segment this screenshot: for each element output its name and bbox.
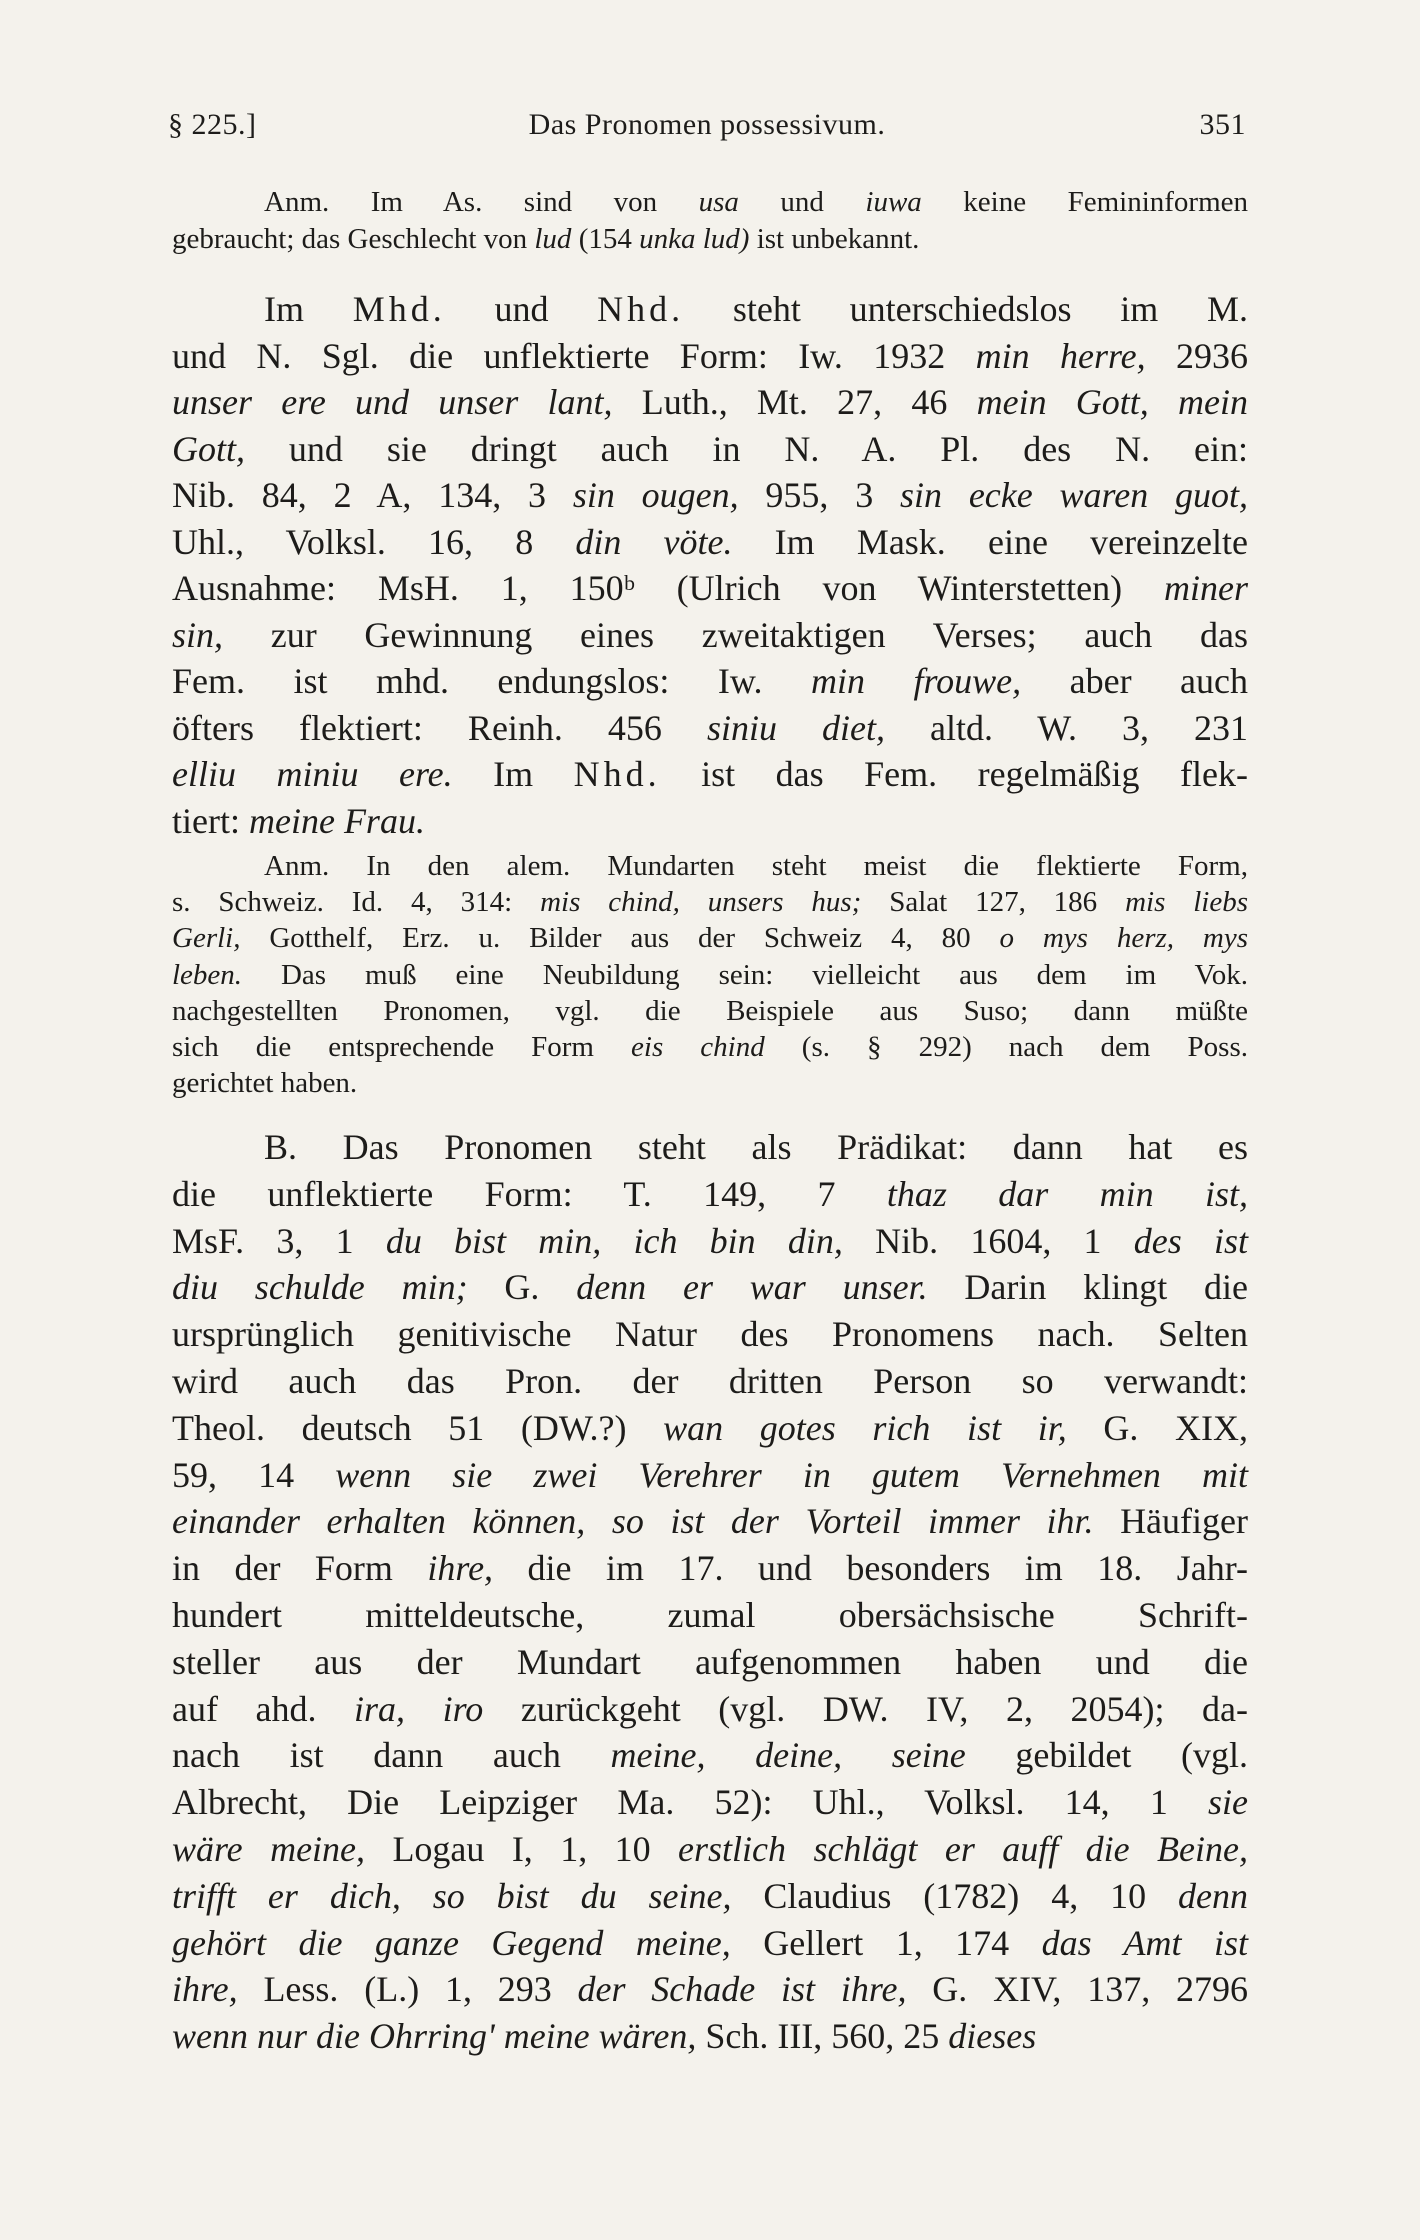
text-line: [172, 751, 1248, 798]
text-segment: Anm. Im As. sind von: [264, 186, 699, 218]
text-segment: und: [738, 186, 866, 218]
text-segment: und: [445, 289, 598, 329]
italic-segment: erstlich schlägt er auff die Beine,: [678, 1828, 1248, 1869]
text-segment: steller aus der Mundart aufgenommen haben und die: [172, 1641, 1248, 1682]
text-segment: gebraucht; das Geschlecht von: [172, 223, 535, 255]
text-segment: zur Gewinnung eines zweitaktigen Verses; auch das: [223, 614, 1248, 655]
text-line: [172, 1124, 1248, 1171]
text-line: [172, 848, 1248, 884]
text-segment: Sch. III, 560, 25: [696, 2016, 949, 2057]
text-segment: Anm. In den alem. Mundarten steht meist die flektierte Form,: [264, 850, 1248, 882]
italic-segment: miner: [1164, 568, 1248, 608]
paragraph-2: [172, 1124, 1248, 2060]
text-segment: steht unterschiedslos im M.: [684, 289, 1249, 329]
text-segment: sich die entsprechende Form: [172, 1031, 632, 1064]
italic-segment: min frouwe,: [811, 661, 1022, 701]
annotation-2: [172, 848, 1248, 1101]
text-segment: tiert:: [172, 800, 249, 841]
text-segment: auf ahd.: [172, 1688, 355, 1729]
text-line: [172, 565, 1248, 612]
text-segment: Im: [264, 289, 353, 329]
text-segment: Fem. ist mhd. endungslos: Iw.: [172, 661, 812, 701]
text-segment: G. XIX,: [1066, 1407, 1248, 1448]
italic-segment: thaz dar min ist,: [886, 1173, 1248, 1214]
text-line: [172, 1029, 1248, 1065]
italic-segment: lud: [534, 223, 572, 255]
text-line: [172, 920, 1248, 956]
text-line: [172, 1966, 1248, 2013]
text-segment: ist unbekannt.: [749, 223, 920, 255]
italic-segment: din vöte.: [575, 521, 733, 562]
italic-segment: mein Gott, mein: [976, 382, 1248, 422]
italic-segment: denn: [1178, 1875, 1249, 1916]
annotation-1: [172, 184, 1248, 258]
italic-segment: ira, iro: [354, 1688, 484, 1729]
text-line: [172, 379, 1248, 426]
italic-segment: wäre meine,: [172, 1828, 366, 1869]
text-segment: Uhl., Volksl. 16, 8: [172, 521, 576, 562]
text-segment: Logau I, 1, 10: [365, 1828, 679, 1869]
text-segment: in der Form: [172, 1548, 428, 1589]
italic-segment: Gott,: [172, 428, 246, 469]
text-segment: B. Das Pronomen steht als Prädikat: dann hat es: [264, 1127, 1248, 1167]
text-line: [172, 1171, 1248, 1218]
italic-segment: elliu miniu ere.: [172, 754, 453, 794]
italic-segment: sin ecke waren guot,: [900, 475, 1249, 515]
text-line: [172, 426, 1248, 473]
italic-segment: eis chind: [631, 1031, 765, 1064]
text-segment: Claudius (1782) 4, 10: [731, 1875, 1179, 1916]
italic-segment: wenn sie zwei Verehrer in gutem Vernehmen mit: [335, 1454, 1249, 1495]
italic-segment: diu schulde min;: [172, 1267, 468, 1308]
text-segment: 955, 3: [738, 475, 901, 515]
text-segment: öfters flektiert: Reinh. 456: [172, 707, 707, 748]
text-line: [172, 1065, 1248, 1101]
text-line: [172, 1873, 1248, 1920]
text-segment: 2936: [1145, 335, 1249, 376]
italic-segment: gehört die ganze Gegend meine,: [172, 1922, 731, 1963]
text-line: [172, 1498, 1248, 1545]
text-segment: Nhd.: [597, 289, 685, 329]
italic-segment: meine, deine, seine: [610, 1735, 966, 1776]
text-line: [172, 221, 1248, 258]
italic-segment: ihre,: [172, 1969, 238, 2010]
italic-segment: denn er war unser.: [576, 1267, 928, 1308]
text-segment: Das muß eine Neubildung sein: vielleicht aus dem im Vok.: [242, 958, 1248, 991]
page-number: 351: [1199, 108, 1246, 141]
italic-segment: das Amt ist: [1041, 1922, 1248, 1963]
text-segment: zurückgeht (vgl. DW. IV, 2, 2054); da-: [483, 1688, 1248, 1729]
italic-segment: unka lud): [639, 223, 750, 255]
italic-segment: du bist min, ich bin din,: [385, 1220, 843, 1261]
text-segment: G.: [467, 1267, 577, 1308]
running-header: [168, 108, 1246, 152]
italic-segment: mis chind, unsers hus;: [540, 886, 862, 919]
text-segment: Häufiger: [1093, 1501, 1248, 1542]
text-line: [172, 1592, 1248, 1639]
text-line: [172, 1920, 1248, 1967]
text-line: [172, 472, 1248, 519]
text-segment: die unflektierte Form: T. 149, 7: [172, 1173, 887, 1214]
italic-segment: des ist: [1133, 1220, 1248, 1261]
text-line: [172, 1452, 1248, 1499]
text-segment: Albrecht, Die Leipziger Ma. 52): Uhl., Volksl. 14, 1: [172, 1782, 1208, 1823]
text-line: [172, 519, 1248, 566]
text-segment: Less. (L.) 1, 293: [237, 1969, 578, 2010]
italic-segment: sin,: [172, 614, 224, 655]
text-segment: (s. § 292) nach dem Poss.: [764, 1031, 1248, 1064]
italic-segment: unser ere und unser lant,: [172, 382, 613, 422]
text-segment: Luth., Mt. 27, 46: [612, 382, 977, 422]
italic-segment: wenn nur die Ohrring' meine wären,: [172, 2016, 697, 2057]
text-segment: aber auch: [1021, 661, 1248, 701]
text-segment: 59, 14: [172, 1454, 336, 1495]
section-reference: § 225.]: [168, 108, 257, 141]
text-segment: Im: [452, 754, 574, 794]
text-line: [172, 1311, 1248, 1358]
text-segment: Gellert 1, 174: [730, 1922, 1042, 1963]
text-line: [172, 612, 1248, 659]
text-segment: Im Mask. eine vereinzelte: [732, 521, 1248, 562]
text-line: [172, 1358, 1248, 1405]
text-segment: s. Schweiz. Id. 4, 314:: [172, 886, 541, 919]
text-line: [172, 1826, 1248, 1873]
italic-segment: iuwa: [865, 186, 922, 218]
text-segment: Nib. 84, 2 A, 134, 3: [172, 475, 573, 515]
italic-segment: sin ougen,: [572, 475, 739, 515]
italic-segment: min herre,: [975, 335, 1146, 376]
text-line: [172, 1686, 1248, 1733]
text-segment: nachgestellten Pronomen, vgl. die Beispiele aus Suso; dann müßte: [172, 994, 1248, 1027]
text-segment: Nib. 1604, 1: [842, 1220, 1134, 1261]
text-segment: gerichtet haben.: [172, 1067, 358, 1100]
italic-segment: dieses: [948, 2016, 1037, 2057]
text-line: [172, 333, 1248, 380]
text-segment: gebildet (vgl.: [965, 1735, 1248, 1776]
text-line: [172, 705, 1248, 752]
italic-segment: siniu diet,: [706, 707, 885, 748]
text-segment: ist das Fem. regelmäßig flek-: [660, 754, 1249, 794]
running-title: Das Pronomen possessivum.: [528, 108, 886, 141]
text-line: [172, 1218, 1248, 1265]
text-line: [172, 1545, 1248, 1592]
text-line: [172, 184, 1248, 221]
italic-segment: sie: [1208, 1782, 1248, 1823]
text-line: [172, 1732, 1248, 1779]
italic-segment: wan gotes rich ist ir,: [663, 1407, 1067, 1448]
italic-segment: meine Frau.: [248, 800, 425, 841]
text-line: [172, 957, 1248, 993]
text-line: [172, 1264, 1248, 1311]
text-line: [172, 993, 1248, 1029]
italic-segment: einander erhalten können, so ist der Vorteil immer ihr.: [172, 1501, 1094, 1542]
text-segment: keine Femininformen: [921, 186, 1249, 218]
italic-segment: Gerli,: [172, 922, 241, 955]
text-segment: Gotthelf, Erz. u. Bilder aus der Schweiz 4, 80: [240, 922, 1000, 955]
italic-segment: leben.: [172, 958, 243, 991]
text-segment: Theol. deutsch 51 (DW.?): [172, 1407, 664, 1448]
text-line: [172, 286, 1248, 333]
text-segment: wird auch das Pron. der dritten Person so verwandt:: [172, 1360, 1248, 1401]
text-line: [172, 658, 1248, 705]
text-line: [172, 2013, 1248, 2060]
text-segment: Salat 127, 186: [861, 886, 1126, 919]
text-segment: Mhd.: [352, 289, 446, 329]
text-segment: Nhd.: [573, 754, 661, 794]
text-segment: MsF. 3, 1: [172, 1220, 386, 1261]
text-segment: die im 17. und besonders im 18. Jahr-: [493, 1548, 1248, 1589]
italic-segment: der Schade ist ihre,: [577, 1969, 907, 2010]
italic-segment: ihre,: [427, 1548, 494, 1589]
text-line: [172, 1405, 1248, 1452]
text-line: [172, 884, 1248, 920]
text-segment: und N. Sgl. die unflektierte Form: Iw. 1932: [172, 335, 976, 376]
italic-segment: mis liebs: [1125, 886, 1248, 919]
text-segment: (154: [571, 223, 640, 255]
italic-segment: usa: [698, 186, 739, 218]
text-segment: und sie dringt auch in N. A. Pl. des N. ein:: [245, 428, 1248, 469]
italic-segment: o mys herz, mys: [999, 922, 1248, 955]
text-segment: Darin klingt die: [927, 1267, 1249, 1308]
text-segment: ursprünglich genitivische Natur des Pronomens nach. Selten: [172, 1314, 1248, 1355]
text-segment: hundert mitteldeutsche, zumal obersächsische Schrift-: [172, 1594, 1248, 1635]
text-line: [172, 798, 1248, 845]
text-segment: Ausnahme: MsH. 1, 150ᵇ (Ulrich von Winterstetten): [172, 568, 1164, 608]
text-line: [172, 1639, 1248, 1686]
text-segment: G. XIV, 137, 2796: [906, 1969, 1248, 2010]
text-segment: altd. W. 3, 231: [884, 707, 1248, 748]
text-line: [172, 1779, 1248, 1826]
paragraph-1: [172, 286, 1248, 844]
text-segment: nach ist dann auch: [172, 1735, 611, 1776]
italic-segment: trifft er dich, so bist du seine,: [172, 1875, 732, 1916]
